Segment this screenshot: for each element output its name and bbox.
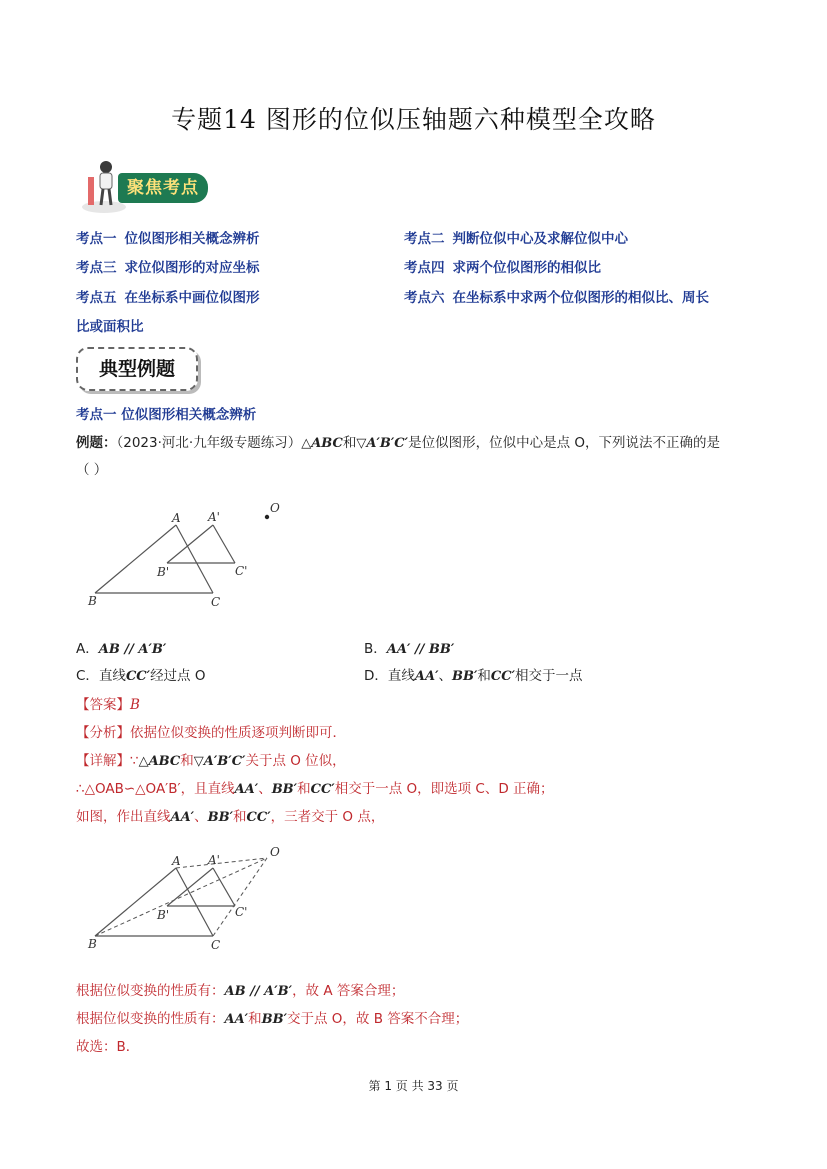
- conclusion-1: 根据位似变换的性质有：AB // A′B′，故 A 答案合理；: [76, 983, 405, 999]
- conclusion-2: 根据位似变换的性质有：AA′和BB′交于点 O，故 B 答案不合理；: [76, 1011, 469, 1027]
- detail-line-3: 如图，作出直线AA′、BB′和CC′，三者交于 O 点，: [76, 809, 385, 825]
- label2-c-prime: C': [235, 905, 248, 919]
- label-b: B: [88, 594, 97, 608]
- label-c: C: [211, 595, 221, 609]
- label2-a: A: [172, 854, 181, 868]
- option-d: D．直线AA′、BB′和CC′相交于一点: [364, 668, 583, 684]
- option-c: C．直线CC′经过点 O: [76, 668, 206, 684]
- analysis: 【分析】依据位似变换的性质逐项判断即可．: [76, 725, 346, 741]
- label2-c: C: [211, 938, 221, 952]
- label-a: A: [172, 511, 181, 525]
- point-6: 考点六 在坐标系中求两个位似图形的相似比、周长: [404, 290, 709, 306]
- point-1: 考点一 位似图形相关概念辨析: [76, 231, 260, 247]
- conclusion-3: 故选：B．: [76, 1039, 140, 1055]
- label-a-prime: A': [208, 510, 220, 524]
- point-5: 考点五 在坐标系中画位似图形: [76, 290, 260, 306]
- option-a: A．AB // A′B′: [76, 641, 167, 657]
- point-4: 考点四 求两个位似图形的相似比: [404, 260, 601, 276]
- example-question: 例题：（2023·河北·九年级专题练习）△ABC和▽A′B′C′是位似图形，位似中心是点 O，下列说法不正确的是: [76, 435, 720, 451]
- example-paren: （ ）: [76, 462, 108, 478]
- section-badge: [78, 157, 218, 217]
- detail-line-1: 【详解】∵△ABC和▽A′B′C′关于点 O 位似，: [76, 753, 346, 769]
- page-footer: 第 1 页 共 33 页: [368, 1079, 459, 1093]
- figure-homothety-lines: [80, 838, 300, 958]
- option-b: B．AA′ // BB′: [364, 641, 455, 657]
- figure-triangles: [80, 495, 300, 620]
- label-c-prime: C': [235, 564, 248, 578]
- label2-b: B: [88, 937, 97, 951]
- label-o: O: [270, 501, 280, 515]
- point-6-continued: 比或面积比: [76, 319, 144, 335]
- label2-b-prime: B': [157, 908, 170, 922]
- sub-heading: 考点一 位似图形相关概念辨析: [76, 407, 257, 423]
- detail-line-2: ∴△OAB∽△OA′B′，且直线AA′、BB′和CC′相交于一点 O，即选项 C、D 正确；: [76, 781, 554, 797]
- answer: 【答案】B: [76, 697, 140, 713]
- point-3: 考点三 求位似图形的对应坐标: [76, 260, 260, 276]
- typical-example-box: 典型例题: [76, 347, 198, 391]
- badge-label: 聚焦考点: [118, 173, 208, 203]
- label2-o: O: [270, 845, 280, 859]
- label-b-prime: B': [157, 565, 170, 579]
- label2-a-prime: A': [208, 853, 220, 867]
- page-title: 专题14 图形的位似压轴题六种模型全攻略: [171, 105, 656, 134]
- point-2: 考点二 判断位似中心及求解位似中心: [404, 231, 628, 247]
